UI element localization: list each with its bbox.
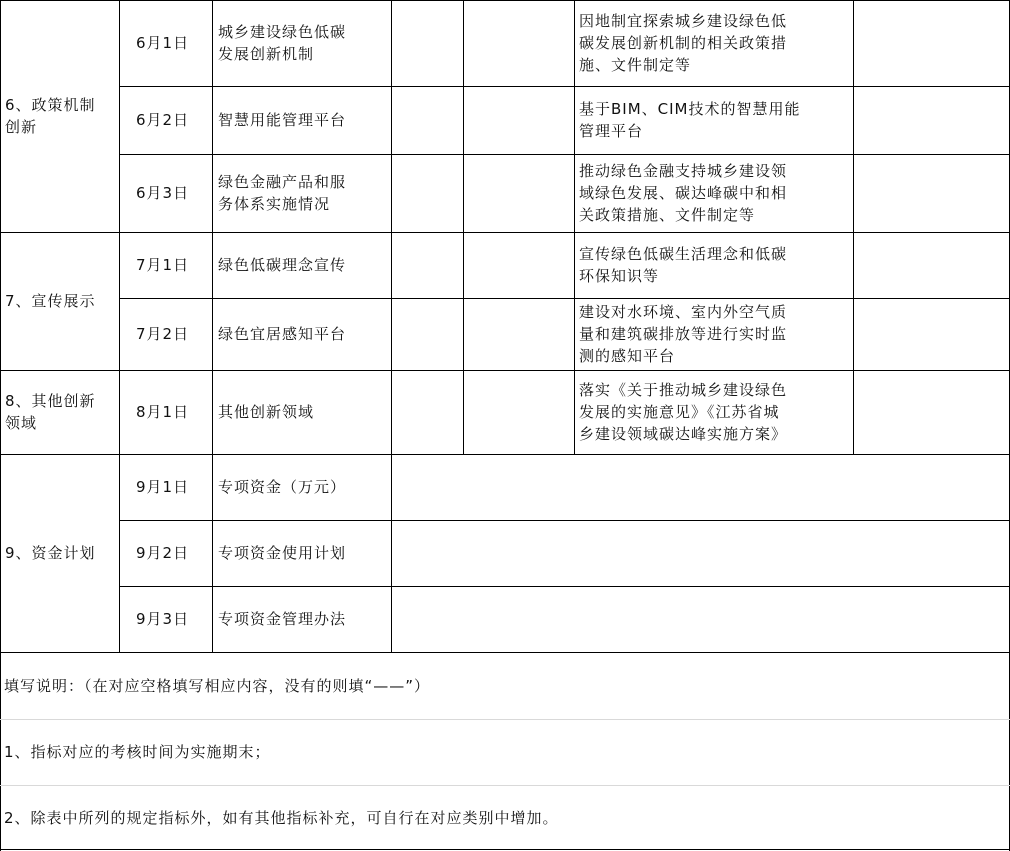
indicator-code: 6月2日 — [136, 111, 190, 129]
note-item: 2、除表中所列的规定指标外，如有其他指标补充，可自行在对应类别中增加。 — [4, 809, 559, 827]
notes-title: 填写说明：（在对应空格填写相应内容，没有的则填“——”） — [4, 677, 431, 695]
indicator-description: 推动绿色金融支持城乡建设领 域绿色发展、碳达峰碳中和相 关政策措施、文件制定等 — [579, 162, 788, 224]
indicator-name: 绿色金融产品和服 务体系实施情况 — [218, 173, 347, 213]
indicator-name: 专项资金使用计划 — [218, 544, 347, 562]
note-item: 1、指标对应的考核时间为实施期末； — [4, 743, 271, 761]
grid-line-vertical — [574, 0, 575, 454]
indicator-name: 绿色宜居感知平台 — [218, 325, 347, 343]
grid-line-vertical — [853, 0, 854, 454]
grid-line-vertical — [391, 0, 392, 652]
grid-line-horizontal — [119, 154, 1010, 155]
indicator-name: 其他创新领域 — [218, 403, 315, 421]
indicator-name: 智慧用能管理平台 — [218, 111, 347, 129]
indicator-name: 专项资金管理办法 — [218, 610, 347, 628]
grid-line-horizontal — [0, 652, 1010, 653]
grid-line-horizontal — [0, 232, 1010, 233]
indicator-description: 建设对水环境、室内外空气质 量和建筑碳排放等进行实时监 测的感知平台 — [579, 303, 788, 365]
indicator-code: 9月2日 — [136, 544, 190, 562]
grid-line-horizontal — [0, 849, 1010, 850]
indicator-code: 6月1日 — [136, 34, 190, 52]
indicator-code: 9月3日 — [136, 610, 190, 628]
indicator-code: 7月1日 — [136, 256, 190, 274]
grid-line-vertical — [119, 0, 120, 652]
grid-line-horizontal — [119, 520, 1010, 521]
indicator-description: 因地制宜探索城乡建设绿色低 碳发展创新机制的相关政策措 施、文件制定等 — [579, 12, 788, 74]
indicator-description: 宣传绿色低碳生活理念和低碳 环保知识等 — [579, 245, 788, 285]
grid-line-horizontal — [119, 586, 1010, 587]
category-label: 6、政策机制 创新 — [5, 96, 96, 136]
indicator-description: 落实《关于推动城乡建设绿色 发展的实施意见》《江苏省城 乡建设领域碳达峰实施方案》 — [579, 381, 788, 443]
grid-line-vertical — [463, 0, 464, 454]
indicator-name: 城乡建设绿色低碳 发展创新机制 — [218, 23, 347, 63]
indicator-name: 专项资金（万元） — [218, 478, 347, 496]
category-label: 8、其他创新 领域 — [5, 392, 96, 432]
grid-line-horizontal — [0, 454, 1010, 455]
grid-line-horizontal — [0, 0, 1010, 1]
grid-line-horizontal — [0, 370, 1010, 371]
grid-line-horizontal — [119, 86, 1010, 87]
grid-line-horizontal — [119, 298, 1010, 299]
grid-line-horizontal — [0, 719, 1010, 720]
indicator-code: 6月3日 — [136, 184, 190, 202]
indicator-name: 绿色低碳理念宣传 — [218, 256, 347, 274]
indicator-code: 8月1日 — [136, 403, 190, 421]
indicator-code: 9月1日 — [136, 478, 190, 496]
indicator-description: 基于BIM、CIM技术的智慧用能 管理平台 — [579, 100, 801, 140]
grid-line-vertical — [0, 0, 1, 851]
category-label: 9、资金计划 — [5, 544, 96, 562]
category-label: 7、宣传展示 — [5, 292, 96, 310]
grid-line-horizontal — [0, 785, 1010, 786]
grid-line-vertical — [212, 0, 213, 652]
indicator-code: 7月2日 — [136, 325, 190, 343]
